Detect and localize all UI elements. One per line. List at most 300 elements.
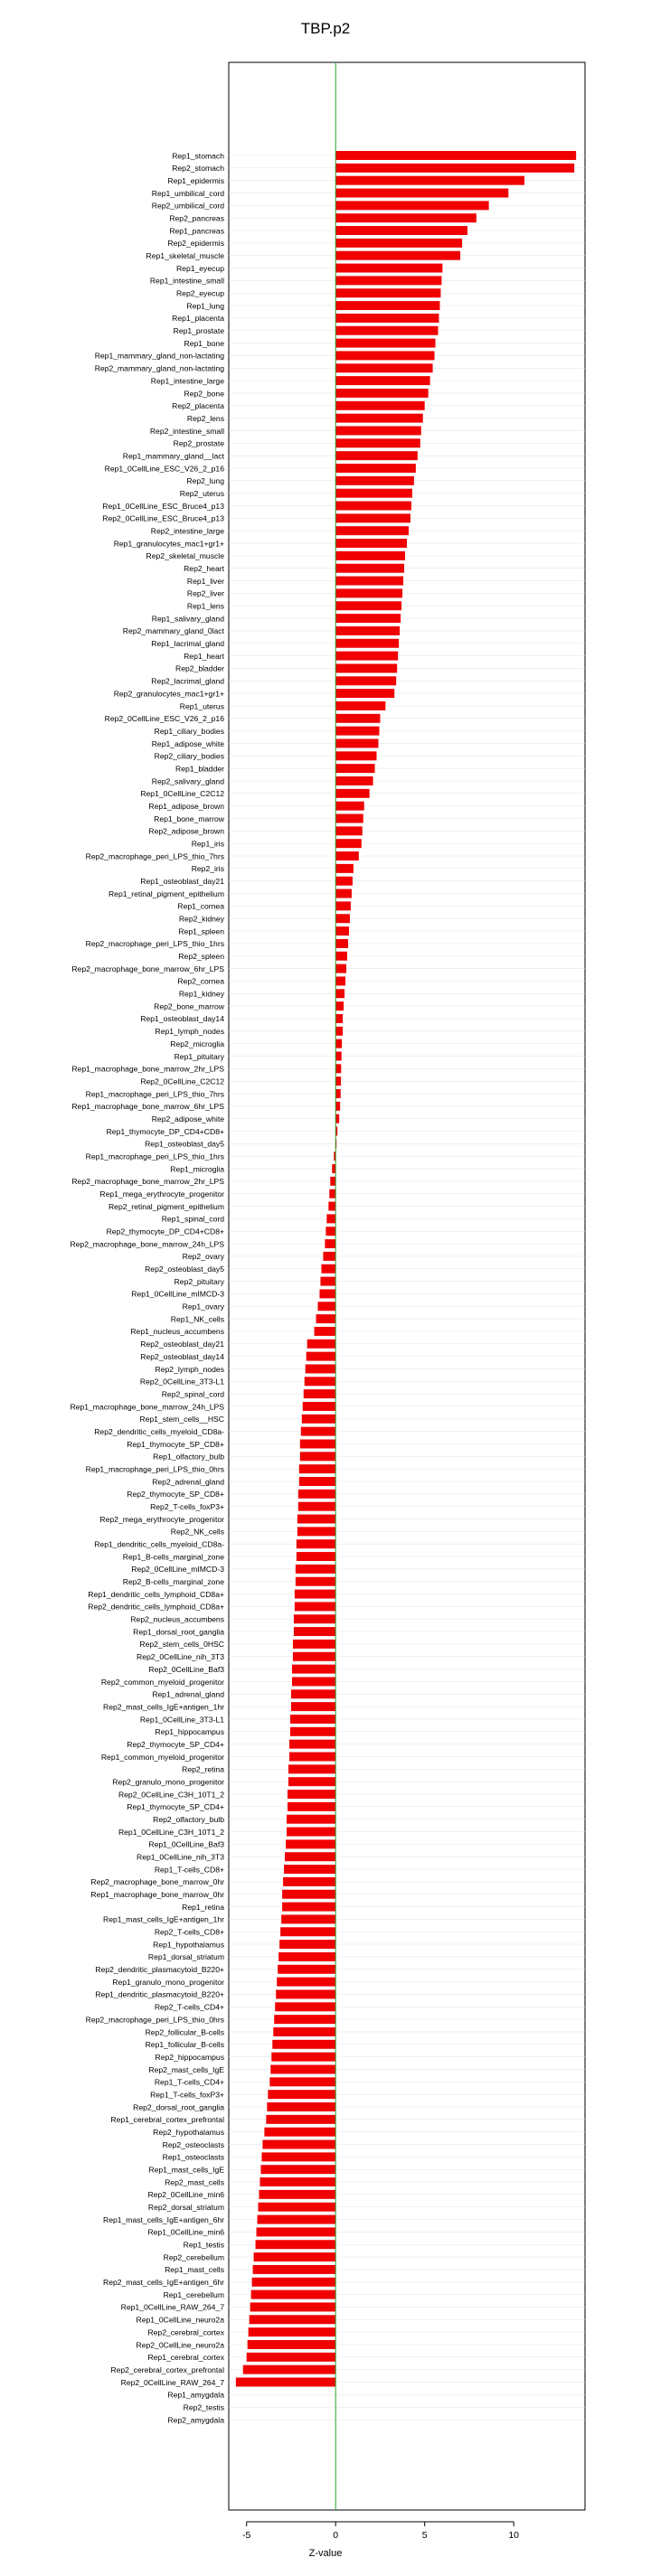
bar bbox=[261, 2152, 335, 2161]
bar bbox=[273, 2027, 335, 2036]
category-label: Rep2_thymocyte_SP_CD4+ bbox=[127, 1739, 224, 1749]
bar bbox=[296, 1577, 335, 1586]
bar bbox=[335, 639, 399, 648]
bar bbox=[269, 2077, 335, 2086]
bar bbox=[330, 1177, 335, 1186]
bar bbox=[288, 1802, 335, 1811]
category-label: Rep1_kidney bbox=[178, 989, 224, 999]
bar bbox=[247, 2353, 336, 2362]
category-label: Rep1_eyecup bbox=[175, 263, 224, 273]
category-label: Rep2_common_myeloid_progenitor bbox=[100, 1677, 224, 1687]
bar bbox=[323, 1252, 335, 1261]
bar bbox=[296, 1565, 335, 1574]
category-label: Rep2_mammary_gland_0lact bbox=[122, 626, 224, 636]
category-label: Rep1_0CellLine_C2C12 bbox=[140, 789, 224, 799]
category-label: Rep2_osteoblast_day5 bbox=[145, 1264, 224, 1274]
category-label: Rep1_intestine_large bbox=[150, 376, 224, 386]
bar bbox=[335, 564, 404, 573]
bar bbox=[289, 1753, 335, 1762]
bar bbox=[335, 489, 412, 498]
bar bbox=[335, 1102, 340, 1111]
category-label: Rep2_hypothalamus bbox=[153, 2127, 224, 2137]
bar bbox=[335, 164, 574, 173]
bar bbox=[307, 1352, 336, 1361]
bar bbox=[325, 1239, 335, 1248]
bar bbox=[270, 2065, 335, 2074]
category-label: Rep2_dendritic_cells_myeloid_CD8a- bbox=[94, 1426, 224, 1436]
bar bbox=[335, 1114, 339, 1123]
category-label: Rep1_bone bbox=[184, 338, 224, 348]
bar bbox=[335, 1064, 341, 1073]
bar bbox=[335, 789, 369, 798]
bar bbox=[252, 2278, 336, 2287]
category-label: Rep1_0CellLine_3T3-L1 bbox=[139, 1715, 224, 1725]
bar bbox=[319, 1289, 335, 1298]
category-label: Rep2_dendritic_plasmacytoid_B220+ bbox=[95, 1965, 224, 1975]
category-label: Rep1_epidermis bbox=[167, 175, 224, 185]
x-tick-label: 5 bbox=[421, 2530, 428, 2541]
category-label: Rep1_osteoblast_day5 bbox=[145, 1139, 224, 1149]
bar bbox=[335, 401, 425, 410]
category-label: Rep2_adrenal_gland bbox=[152, 1477, 224, 1487]
bar bbox=[335, 551, 405, 560]
category-label: Rep1_lymph_nodes bbox=[155, 1027, 224, 1037]
category-label: Rep1_osteoblast_day14 bbox=[140, 1014, 224, 1024]
bar bbox=[335, 964, 346, 973]
category-label: Rep2_prostate bbox=[173, 438, 224, 448]
category-label: Rep1_0CellLine_ESC_Bruce4_p13 bbox=[102, 501, 224, 511]
category-label: Rep2_nucleus_accumbens bbox=[130, 1614, 224, 1624]
bar bbox=[301, 1427, 335, 1436]
bar bbox=[335, 839, 362, 848]
category-label: Rep2_cerebellum bbox=[163, 2252, 224, 2262]
bar bbox=[335, 751, 376, 760]
category-label: Rep1_NK_cells bbox=[170, 1314, 224, 1324]
category-label: Rep2_bone_marrow bbox=[154, 1001, 224, 1011]
bar bbox=[302, 1415, 335, 1424]
category-label: Rep2_macrophage_peri_LPS_thio_7hrs bbox=[85, 851, 224, 861]
bar bbox=[335, 689, 394, 698]
bar bbox=[320, 1277, 335, 1286]
bar bbox=[335, 513, 410, 522]
category-label: Rep1_adipose_white bbox=[151, 738, 224, 748]
chart-title: TBP.p2 bbox=[300, 20, 351, 37]
category-label: Rep1_dendritic_cells_myeloid_CD8a- bbox=[94, 1539, 224, 1549]
category-label: Rep2_mast_cells_IgE+antigen_1hr bbox=[102, 1702, 224, 1712]
bar bbox=[335, 151, 576, 160]
bar bbox=[316, 1314, 336, 1323]
category-label: Rep2_T-cells_CD4+ bbox=[154, 2002, 224, 2012]
bar bbox=[257, 2227, 336, 2236]
bar bbox=[298, 1502, 335, 1511]
bar bbox=[335, 1001, 344, 1011]
bar bbox=[279, 1940, 335, 1949]
bar bbox=[288, 1790, 335, 1799]
category-label: Rep2_hippocampus bbox=[155, 2052, 224, 2062]
bar bbox=[335, 502, 411, 511]
category-label: Rep2_olfactory_bulb bbox=[153, 1814, 224, 1824]
category-label: Rep1_cerebral_cortex_prefrontal bbox=[110, 2115, 224, 2125]
bar bbox=[335, 901, 351, 910]
category-label: Rep1_thymocyte_DP_CD4+CD8+ bbox=[106, 1126, 224, 1136]
category-label: Rep1_uterus bbox=[179, 701, 224, 711]
category-label: Rep1_granulo_mono_progenitor bbox=[112, 1977, 224, 1987]
category-label: Rep2_mammary_gland_non-lactating bbox=[94, 363, 224, 373]
bar bbox=[307, 1340, 336, 1349]
bar bbox=[335, 1076, 341, 1086]
bar bbox=[335, 213, 476, 222]
category-label: Rep2_dorsal_root_ganglia bbox=[133, 2102, 224, 2112]
category-label: Rep1_macrophage_peri_LPS_thio_0hrs bbox=[85, 1464, 224, 1474]
category-label: Rep2_0CellLine_C2C12 bbox=[140, 1076, 224, 1086]
bar bbox=[259, 2177, 335, 2186]
bar bbox=[335, 389, 428, 398]
x-tick-label: 10 bbox=[508, 2530, 520, 2541]
category-label: Rep1_ciliary_bodies bbox=[154, 726, 224, 736]
bar bbox=[250, 2315, 336, 2324]
bar bbox=[290, 1727, 335, 1736]
bar bbox=[260, 2165, 335, 2174]
category-label: Rep1_0CellLine_min6 bbox=[147, 2227, 224, 2237]
bar bbox=[272, 2040, 335, 2049]
bar bbox=[335, 989, 344, 998]
category-label: Rep1_iris bbox=[191, 839, 224, 849]
category-label: Rep2_ciliary_bodies bbox=[154, 751, 224, 761]
category-label: Rep1_testis bbox=[183, 2240, 224, 2250]
category-label: Rep2_intestine_large bbox=[150, 526, 224, 536]
category-label: Rep1_0CellLine_RAW_264_7 bbox=[120, 2302, 224, 2312]
category-label: Rep2_macrophage_bone_marrow_24h_LPS bbox=[70, 1239, 224, 1249]
category-label: Rep1_intestine_small bbox=[149, 276, 224, 286]
bar bbox=[281, 1914, 335, 1923]
category-label: Rep1_spleen bbox=[178, 926, 224, 936]
bar bbox=[318, 1302, 336, 1311]
bar bbox=[278, 1965, 335, 1974]
category-label: Rep2_lens bbox=[186, 413, 224, 423]
category-label: Rep2_lung bbox=[186, 476, 224, 486]
bar bbox=[264, 2128, 335, 2137]
bar bbox=[335, 826, 363, 835]
bar bbox=[299, 1464, 335, 1473]
bar bbox=[335, 764, 374, 773]
bar bbox=[295, 1602, 335, 1611]
category-label: Rep2_mast_cells_IgE bbox=[148, 2064, 224, 2074]
category-label: Rep1_salivary_gland bbox=[151, 614, 224, 624]
bar bbox=[283, 1877, 335, 1886]
bar bbox=[335, 176, 524, 185]
category-label: Rep1_cornea bbox=[177, 901, 224, 911]
bar bbox=[259, 2190, 335, 2199]
bar bbox=[258, 2215, 336, 2224]
bar bbox=[293, 1640, 335, 1649]
category-label: Rep2_osteoblast_day14 bbox=[140, 1351, 224, 1361]
category-label: Rep2_microglia bbox=[170, 1039, 224, 1048]
category-label: Rep1_skeletal_muscle bbox=[146, 251, 224, 261]
category-label: Rep2_0CellLine_ESC_Bruce4_p13 bbox=[102, 513, 224, 523]
bar bbox=[335, 376, 429, 385]
category-label: Rep1_stem_cells__HSC bbox=[139, 1415, 224, 1424]
bar bbox=[335, 738, 378, 747]
bar bbox=[335, 588, 402, 597]
category-label: Rep2_0CellLine_C3H_10T1_2 bbox=[118, 1790, 224, 1800]
bar bbox=[276, 1989, 335, 1998]
bar bbox=[282, 1903, 335, 1912]
category-label: Rep2_amygdala bbox=[167, 2415, 224, 2425]
bar bbox=[254, 2252, 336, 2261]
bar bbox=[285, 1852, 335, 1861]
bar bbox=[335, 652, 398, 661]
category-label: Rep1_mammary_gland__lact bbox=[122, 451, 224, 461]
category-label: Rep2_retinal_pigment_epithelium bbox=[108, 1201, 224, 1211]
bar bbox=[335, 201, 488, 210]
category-label: Rep1_cerebral_cortex bbox=[147, 2353, 224, 2363]
category-label: Rep2_skeletal_muscle bbox=[146, 551, 224, 561]
bar bbox=[335, 351, 434, 360]
bar bbox=[253, 2265, 336, 2274]
bar bbox=[288, 1777, 335, 1786]
category-label: Rep1_adipose_brown bbox=[148, 801, 224, 811]
category-label: Rep1_mast_cells_IgE bbox=[148, 2165, 224, 2175]
bar bbox=[335, 1039, 342, 1048]
bar bbox=[291, 1702, 335, 1711]
bar bbox=[248, 2340, 336, 2349]
category-label: Rep2_lymph_nodes bbox=[155, 1364, 224, 1374]
category-label: Rep1_dendritic_plasmacytoid_B220+ bbox=[95, 1989, 224, 1999]
category-label: Rep2_follicular_B-cells bbox=[145, 2027, 224, 2037]
bar bbox=[335, 526, 409, 535]
bar bbox=[326, 1214, 335, 1223]
category-label: Rep1_placenta bbox=[172, 314, 224, 324]
bar bbox=[335, 776, 373, 785]
category-label: Rep1_macrophage_bone_marrow_6hr_LPS bbox=[71, 1102, 224, 1112]
bar bbox=[335, 877, 353, 886]
category-label: Rep2_B-cells_marginal_zone bbox=[122, 1577, 224, 1587]
bar bbox=[335, 314, 439, 323]
category-label: Rep1_0CellLine_nih_3T3 bbox=[137, 1852, 224, 1862]
category-label: Rep2_cornea bbox=[177, 976, 224, 986]
category-label: Rep1_olfactory_bulb bbox=[153, 1452, 224, 1462]
bar bbox=[294, 1614, 335, 1623]
category-label: Rep2_stomach bbox=[172, 164, 224, 174]
category-label: Rep2_retina bbox=[182, 1764, 224, 1774]
bar bbox=[335, 676, 396, 685]
bar bbox=[287, 1815, 335, 1824]
bar bbox=[289, 1740, 335, 1749]
bar bbox=[267, 2102, 335, 2111]
category-label: Rep1_nucleus_accumbens bbox=[130, 1327, 224, 1337]
bar bbox=[335, 601, 401, 610]
category-label: Rep1_adrenal_gland bbox=[152, 1689, 224, 1699]
bar bbox=[271, 2053, 335, 2062]
category-label: Rep2_0CellLine_3T3-L1 bbox=[139, 1377, 224, 1387]
bar bbox=[335, 1014, 343, 1023]
bar bbox=[292, 1677, 335, 1686]
bar bbox=[256, 2240, 336, 2249]
category-label: Rep1_pituitary bbox=[174, 1051, 224, 1061]
bar bbox=[335, 464, 416, 473]
bar bbox=[335, 239, 462, 248]
category-label: Rep2_0CellLine_mIMCD-3 bbox=[131, 1565, 224, 1575]
category-label: Rep1_cerebellum bbox=[163, 2289, 224, 2299]
category-label: Rep2_granulo_mono_progenitor bbox=[112, 1777, 224, 1787]
category-label: Rep1_mega_erythrocyte_progenitor bbox=[99, 1189, 224, 1199]
category-label: Rep1_amygdala bbox=[167, 2390, 224, 2400]
bar bbox=[335, 952, 347, 961]
category-label: Rep2_thymocyte_DP_CD4+CD8+ bbox=[106, 1227, 224, 1236]
bar bbox=[262, 2140, 335, 2149]
bar bbox=[335, 539, 407, 548]
category-label: Rep1_common_myeloid_progenitor bbox=[100, 1752, 224, 1762]
bar bbox=[297, 1515, 335, 1524]
bar bbox=[335, 288, 440, 297]
category-label: Rep1_ovary bbox=[182, 1302, 224, 1312]
category-label: Rep1_liver bbox=[186, 576, 224, 586]
bar bbox=[335, 851, 359, 860]
bar bbox=[297, 1527, 335, 1536]
category-label: Rep2_cerebral_cortex bbox=[147, 2327, 224, 2337]
bar bbox=[335, 663, 397, 672]
category-label: Rep1_hypothalamus bbox=[153, 1940, 224, 1950]
bar bbox=[335, 326, 438, 335]
category-label: Rep1_follicular_B-cells bbox=[145, 2040, 224, 2050]
category-label: Rep2_spinal_cord bbox=[161, 1389, 224, 1399]
category-label: Rep2_umbilical_cord bbox=[151, 201, 224, 211]
bar bbox=[335, 1027, 343, 1036]
category-label: Rep1_macrophage_bone_marrow_0hr bbox=[90, 1890, 224, 1900]
category-label: Rep1_mast_cells bbox=[165, 2265, 224, 2275]
category-label: Rep2_lacrimal_gland bbox=[151, 676, 224, 686]
bar bbox=[335, 802, 364, 811]
bar bbox=[251, 2290, 336, 2299]
category-label: Rep1_macrophage_bone_marrow_2hr_LPS bbox=[71, 1064, 224, 1074]
bar bbox=[335, 577, 403, 586]
category-label: Rep1_thymocyte_SP_CD4+ bbox=[127, 1802, 224, 1812]
bar bbox=[335, 276, 441, 285]
bar bbox=[335, 301, 439, 310]
category-label: Rep2_salivary_gland bbox=[151, 776, 224, 786]
bar bbox=[275, 2002, 335, 2011]
bar bbox=[284, 1865, 335, 1874]
category-label: Rep1_dorsal_striatum bbox=[147, 1952, 224, 1962]
category-label: Rep2_0CellLine_RAW_264_7 bbox=[120, 2377, 224, 2387]
category-label: Rep1_retina bbox=[182, 1902, 224, 1912]
x-tick-label: 0 bbox=[333, 2530, 339, 2541]
category-label: Rep1_retinal_pigment_epithelium bbox=[108, 888, 224, 898]
bar bbox=[335, 914, 350, 923]
bar bbox=[277, 1978, 335, 1987]
bar bbox=[295, 1590, 335, 1599]
bar bbox=[304, 1389, 335, 1398]
category-label: Rep1_bladder bbox=[175, 764, 224, 774]
category-label: Rep2_ovary bbox=[182, 1252, 224, 1262]
bar bbox=[335, 864, 354, 873]
category-label: Rep1_lacrimal_gland bbox=[151, 639, 224, 649]
category-label: Rep2_placenta bbox=[172, 401, 224, 411]
category-label: Rep2_osteoclasts bbox=[162, 2139, 224, 2149]
category-label: Rep2_dorsal_striatum bbox=[147, 2203, 224, 2213]
bar bbox=[335, 226, 467, 235]
category-label: Rep1_0CellLine_Baf3 bbox=[148, 1839, 224, 1849]
category-label: Rep2_granulocytes_mac1+gr1+ bbox=[113, 689, 224, 699]
category-label: Rep2_epidermis bbox=[167, 239, 224, 249]
bar bbox=[335, 727, 379, 736]
bar bbox=[299, 1477, 335, 1486]
category-label: Rep2_macrophage_peri_LPS_thio_1hrs bbox=[85, 939, 224, 949]
bar bbox=[249, 2327, 336, 2336]
category-label: Rep1_B-cells_marginal_zone bbox=[122, 1552, 224, 1562]
category-label: Rep2_T-cells_CD8+ bbox=[154, 1927, 224, 1937]
category-label: Rep1_macrophage_peri_LPS_thio_1hrs bbox=[85, 1152, 224, 1161]
bar bbox=[335, 1089, 341, 1098]
category-label: Rep1_umbilical_cord bbox=[151, 188, 224, 198]
category-label: Rep1_osteoclasts bbox=[162, 2152, 224, 2162]
category-label: Rep1_hippocampus bbox=[155, 1727, 224, 1737]
category-label: Rep2_osteoblast_day21 bbox=[140, 1340, 224, 1349]
category-label: Rep2_mast_cells bbox=[165, 2177, 224, 2187]
bar bbox=[297, 1552, 335, 1561]
bar bbox=[280, 1927, 335, 1936]
bar bbox=[297, 1539, 335, 1548]
bar bbox=[315, 1327, 336, 1336]
category-label: Rep1_macrophage_bone_marrow_24h_LPS bbox=[70, 1402, 224, 1412]
bar bbox=[329, 1189, 335, 1199]
bar bbox=[300, 1440, 335, 1449]
bar bbox=[288, 1764, 335, 1773]
category-label: Rep1_mast_cells_IgE+antigen_6hr bbox=[102, 2214, 224, 2224]
category-label: Rep2_mast_cells_IgE+antigen_6hr bbox=[102, 2278, 224, 2288]
bar bbox=[274, 2015, 335, 2024]
bar bbox=[335, 626, 400, 635]
category-label: Rep1_bone_marrow bbox=[154, 813, 224, 823]
category-label: Rep2_kidney bbox=[178, 914, 224, 924]
bar bbox=[278, 1952, 335, 1961]
bar bbox=[298, 1490, 335, 1499]
category-label: Rep1_stomach bbox=[172, 151, 224, 161]
category-label: Rep2_macrophage_peri_LPS_thio_0hrs bbox=[85, 2015, 224, 2025]
category-label: Rep2_heart bbox=[184, 564, 224, 574]
bar bbox=[250, 2302, 336, 2311]
category-label: Rep1_0CellLine_mIMCD-3 bbox=[131, 1289, 224, 1299]
category-label: Rep1_0CellLine_C3H_10T1_2 bbox=[118, 1827, 224, 1837]
bar bbox=[290, 1715, 335, 1724]
category-label: Rep2_mega_erythrocyte_progenitor bbox=[99, 1514, 224, 1524]
bar bbox=[306, 1364, 335, 1373]
bar bbox=[335, 614, 401, 623]
category-label: Rep1_prostate bbox=[173, 326, 224, 336]
bar bbox=[335, 714, 380, 723]
category-label: Rep2_macrophage_bone_marrow_0hr bbox=[90, 1877, 224, 1887]
category-label: Rep2_cerebral_cortex_prefrontal bbox=[110, 2364, 224, 2374]
bar bbox=[286, 1839, 335, 1848]
category-label: Rep1_macrophage_peri_LPS_thio_7hrs bbox=[85, 1089, 224, 1099]
bar bbox=[321, 1264, 335, 1274]
category-label: Rep2_pituitary bbox=[174, 1276, 224, 1286]
bar bbox=[335, 339, 435, 348]
category-label: Rep2_bone bbox=[184, 389, 224, 399]
category-label: Rep1_T-cells_CD4+ bbox=[154, 2077, 224, 2087]
bar bbox=[335, 438, 420, 447]
category-label: Rep2_adipose_brown bbox=[148, 826, 224, 836]
bar bbox=[305, 1377, 335, 1386]
bar bbox=[300, 1452, 335, 1461]
category-label: Rep2_thymocyte_SP_CD8+ bbox=[127, 1490, 224, 1500]
category-label: Rep2_iris bbox=[191, 864, 224, 874]
category-label: Rep1_dorsal_root_ganglia bbox=[133, 1627, 224, 1637]
category-label: Rep1_spinal_cord bbox=[161, 1214, 224, 1224]
bar bbox=[243, 2365, 335, 2374]
bar bbox=[282, 1890, 335, 1899]
category-label: Rep2_dendritic_cells_lymphoid_CD8a+ bbox=[88, 1602, 224, 1612]
